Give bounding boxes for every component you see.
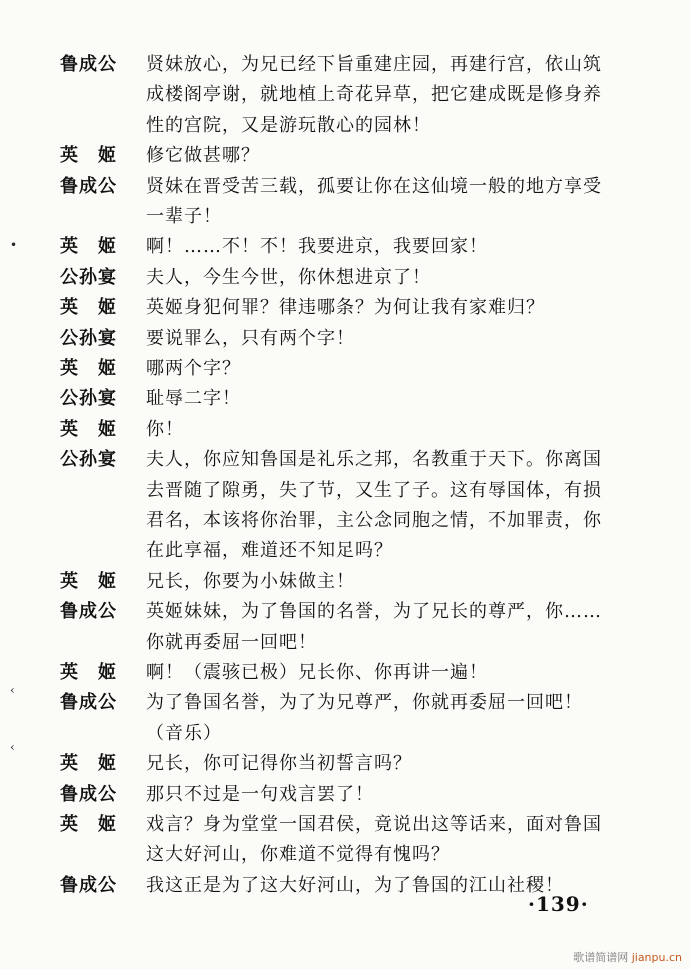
speaker-name: 鲁成公 [60,601,117,623]
dialogue-line [0,413,690,447]
dialogue-line [0,48,690,82]
dialogue-text: （音乐） [146,722,222,744]
dialogue-line [0,838,690,872]
dialogue-text: 哪两个字？ [146,358,241,379]
dialogue-line [0,261,690,295]
dialogue-text: 耻辱二字！ [146,388,241,410]
dialogue-line [0,352,690,386]
dialogue-text: 夫人，你应知鲁国是礼乐之邦，名教重于天下。你离国 [146,449,602,471]
speaker-name: 英 姬 [60,297,117,319]
dialogue-line [0,778,690,812]
dialogue-line [0,139,690,173]
speaker-name: 英 姬 [60,418,117,440]
dialogue-line [0,595,690,629]
dialogue-line [0,200,690,234]
dialogue-text: 性的宫院，又是游玩散心的园林！ [146,114,431,136]
dialogue-text: 夫人，今生今世，你休想进京了！ [146,266,431,288]
dialogue-text: 贤妹放心，为兄已经下旨重建庄园，再建行宫，依山筑 [146,54,602,75]
watermark-name: 歌谱简谱网 [573,951,629,964]
dialogue-text: 英姬身犯何罪？律违哪条？为何让我有家难归？ [146,297,545,319]
dialogue-text: 为了鲁国名誉，为了为兄尊严，你就再委屈一回吧！ [146,692,583,714]
dialogue-line [0,534,690,568]
dialogue-text: 啊！……不！不！我要进京，我要回家！ [146,236,488,258]
dialogue-text: 这大好河山，你难道不觉得有愧吗？ [146,844,450,866]
margin-mark: ‹ [10,740,15,754]
speaker-name: 英 姬 [60,570,117,592]
dialogue-line [0,322,690,356]
dialogue-text: 英姬妹妹，为了鲁国的名誉，为了兄长的尊严，你…… [146,601,602,623]
margin-mark: • [10,238,18,252]
dialogue-line [0,230,690,264]
dialogue-line [0,656,690,690]
speaker-name: 公孙宴 [60,449,117,471]
dialogue-text: 兄长，你可记得你当初誓言吗？ [146,753,412,775]
dialogue-text: 贤妹在晋受苦三载，孤要让你在这仙境一般的地方享受 [146,175,602,197]
dialogue-line [0,686,690,720]
speaker-name: 鲁成公 [60,874,117,896]
dialogue-line [0,626,690,660]
dialogue-line [0,109,690,143]
dialogue-line [0,717,690,751]
dialogue-text: 我这正是为了这大好河山，为了鲁国的江山社稷！ [146,874,564,896]
speaker-name: 鲁成公 [60,692,117,714]
dialogue-line [0,565,690,599]
dialogue-text: 那只不过是一句戏言罢了！ [146,783,374,805]
dialogue-line [0,808,690,842]
dialogue-text: 去晋随了隙勇，失了节，又生了子。这有辱国体，有损 [146,479,602,501]
dialogue-text: 要说罪么，只有两个字！ [146,327,355,349]
dialogue-line [0,443,690,477]
speaker-name: 鲁成公 [60,175,117,197]
page-number: ·139· [528,892,589,916]
speaker-name: 公孙宴 [60,266,117,288]
dialogue-line [0,382,690,416]
watermark [573,949,682,965]
dialogue-text: 啊！（震骇已极）兄长你、你再讲一遍！ [146,662,488,683]
dialogue-line [0,170,690,204]
speaker-name: 英 姬 [60,753,117,775]
speaker-name: 英 姬 [60,145,117,167]
watermark-site: jianpu.cn [631,951,682,964]
dialogue-line [0,474,690,508]
dialogue-text: 君名，本该将你治罪，主公念同胞之情，不加罪责，你 [146,510,602,531]
dialogue-line [0,291,690,325]
dialogue-text: 你就再委屈一回吧！ [146,631,317,653]
dialogue-line [0,78,690,112]
dialogue-text: 兄长，你要为小妹做主！ [146,570,355,592]
speaker-name: 鲁成公 [60,783,117,805]
margin-mark: ‹ [10,683,15,697]
speaker-name: 英 姬 [60,814,117,835]
speaker-name: 鲁成公 [60,54,117,75]
dialogue-text: 在此享福，难道还不知足吗？ [146,540,393,562]
dialogue-text: 修它做甚哪？ [146,145,260,167]
dialogue-text: 成楼阁亭谢，就地植上奇花异草，把它建成既是修身养 [146,84,602,106]
dialogue-line [0,747,690,781]
speaker-name: 英 姬 [60,662,117,683]
dialogue-text: 你！ [146,418,184,440]
speaker-name: 公孙宴 [60,327,117,349]
dialogue-line [0,504,690,538]
speaker-name: 公孙宴 [60,388,117,410]
speaker-name: 英 姬 [60,236,117,258]
speaker-name: 英 姬 [60,358,117,379]
dialogue-text: 戏言？身为堂堂一国君侯，竟说出这等话来，面对鲁国 [146,814,602,835]
dialogue-text: 一辈子！ [146,206,222,227]
